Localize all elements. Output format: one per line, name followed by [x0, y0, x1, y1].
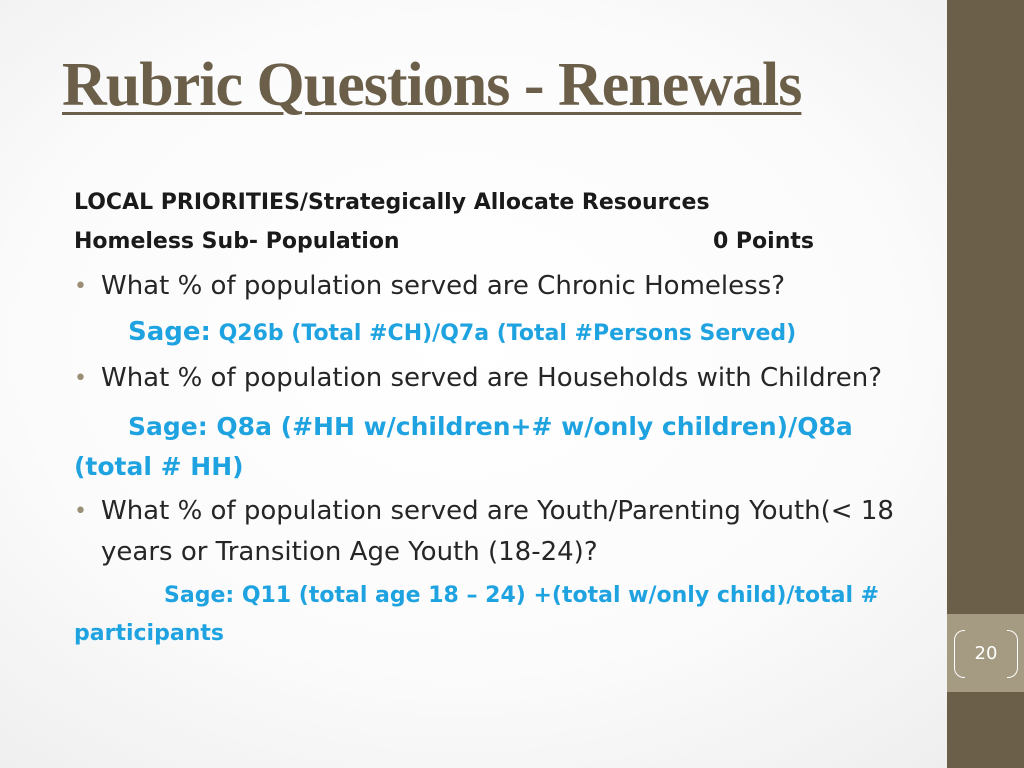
- bullet-chronic-homeless: [74, 266, 934, 307]
- slide-body: [74, 184, 934, 653]
- bullet-households-with-children: [74, 358, 934, 399]
- bullet-text: What % of population served are Chronic Homeless?: [101, 271, 785, 301]
- bullet-youth: [74, 491, 934, 573]
- sage-formula-chronic-homeless: [74, 312, 934, 354]
- sage-formula-text: Q26b (Total #CH)/Q7a (Total #Persons Served): [210, 321, 797, 346]
- subpopulation-label: Homeless Sub- Population: [74, 229, 400, 254]
- bullet-icon: •: [74, 274, 87, 299]
- sage-lead-label: Sage:: [128, 317, 211, 347]
- bullet-icon: •: [74, 499, 87, 524]
- bullet-text: What % of population served are Youth/Parenting Youth(< 18 years or Transition Age Youth (18-24)?: [101, 496, 894, 567]
- points-label: 0 Points: [712, 229, 814, 254]
- bullet-icon: •: [74, 366, 87, 391]
- section-heading: LOCAL PRIORITIES/Strategically Allocate Resources: [74, 190, 710, 215]
- sage-formula-youth: Sage: Q11 (total age 18 – 24) +(total w/only child)/total # participants: [74, 583, 880, 646]
- page-number-frame: [954, 630, 1018, 678]
- subpopulation-row: [74, 222, 934, 262]
- sage-formula-households-with-children: Sage: Q8a (#HH w/children+# w/only children)/Q8a (total # HH): [74, 412, 853, 481]
- bullet-text: What % of population served are Households with Children?: [101, 363, 882, 393]
- slide-title: Rubric Questions - Renewals: [62, 51, 802, 119]
- page-number: 20: [974, 643, 998, 664]
